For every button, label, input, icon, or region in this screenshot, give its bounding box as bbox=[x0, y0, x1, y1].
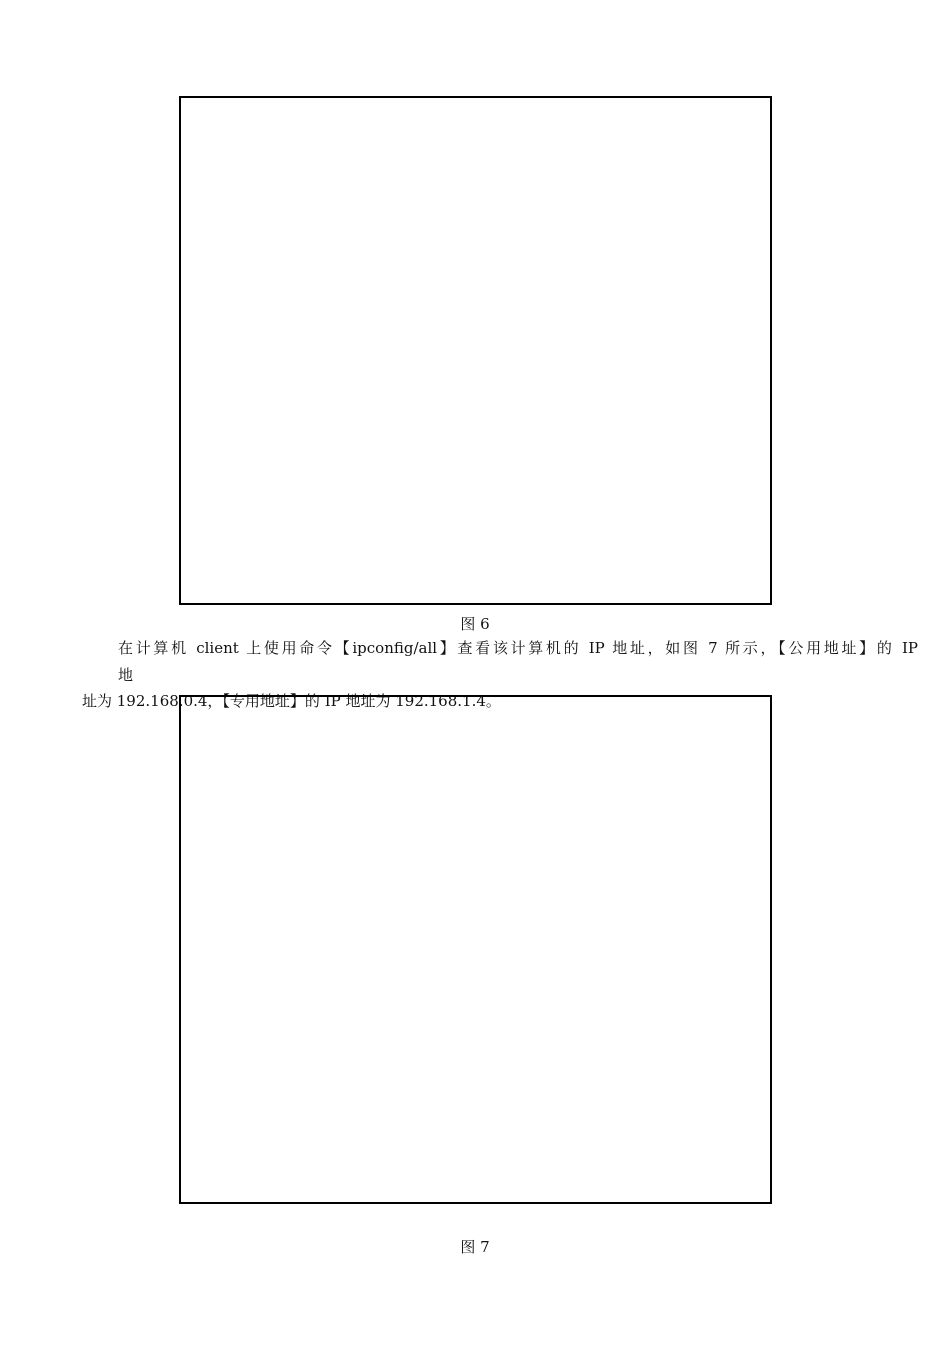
paragraph-line-2: 址为 192.168.0.4，【专用地址】的 IP 地址为 192.168.1.4。 bbox=[82, 692, 501, 710]
figure-6-caption: 图 6 bbox=[460, 615, 490, 633]
paragraph-line-1-wrap: 地 bbox=[118, 666, 134, 684]
figure-6-image-frame bbox=[179, 96, 772, 605]
paragraph-line-1: 在计算机 client 上使用命令【ipconfig/all】查看该计算机的 IP 地址，如图 7 所示，【公用地址】的 IP bbox=[118, 639, 918, 657]
figure-7-caption: 图 7 bbox=[460, 1238, 490, 1256]
figure-7-image-frame bbox=[179, 695, 772, 1204]
